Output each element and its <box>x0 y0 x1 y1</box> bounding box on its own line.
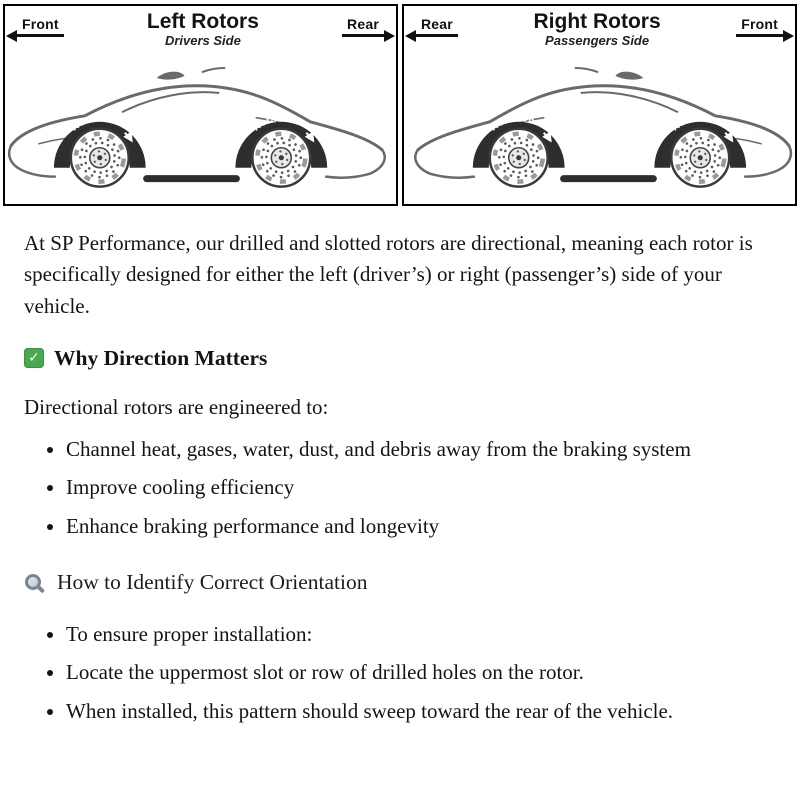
identify-orientation-heading <box>24 566 776 598</box>
why-lead-text: Directional rotors are engineered to: <box>24 395 329 420</box>
list-item: • When installed, this pattern should sweep toward the rear of the vehicle. <box>66 696 776 728</box>
rear-label: Rear <box>421 16 453 32</box>
list-item: • Improve cooling efficiency <box>66 472 776 504</box>
rotor-direction-diagram <box>0 0 800 206</box>
heading-text: Why Direction Matters <box>54 346 268 371</box>
front-wheel-rotor <box>654 113 746 187</box>
arrow-left-icon <box>6 30 17 42</box>
panel-subtitle: Passengers Side <box>545 33 650 49</box>
right-car-illustration <box>404 50 795 204</box>
why-bullet-list <box>24 434 776 543</box>
right-panel-titleblock <box>534 10 661 48</box>
article-body <box>0 206 800 760</box>
list-item: • Enhance braking performance and longevity <box>66 511 776 543</box>
left-panel-titleblock <box>147 10 259 48</box>
rear-direction-label <box>416 16 458 37</box>
why-direction-matters-heading <box>24 342 776 374</box>
identify-bullet-list <box>24 619 776 728</box>
heading-text: How to Identify Correct Orientation <box>57 570 368 595</box>
right-rotors-panel <box>402 4 797 206</box>
intro-paragraph: At SP Performance, our drilled and slotted rotors are directional, meaning each rotor is specifically designed for either the left (driver’s) or right (passenger’s) side of your vehicle. <box>24 230 753 318</box>
panel-title: Right Rotors <box>533 10 661 33</box>
left-panel-header <box>5 6 396 48</box>
front-label: Front <box>22 16 59 32</box>
panel-title: Left Rotors <box>146 10 259 33</box>
green-check-icon: ✓ <box>24 348 44 368</box>
list-item: • Locate the uppermost slot or row of drilled holes on the rotor. <box>66 657 776 689</box>
right-panel-header <box>404 6 795 48</box>
list-item: • Channel heat, gases, water, dust, and debris away from the braking system <box>66 434 776 466</box>
list-item: • To ensure proper installation: <box>66 619 776 651</box>
magnifier-icon <box>24 572 46 594</box>
arrow-left-icon <box>405 30 416 42</box>
arrow-right-icon <box>384 30 395 42</box>
front-wheel-rotor <box>54 113 146 187</box>
front-direction-label <box>736 16 783 37</box>
arrow-right-icon <box>783 30 794 42</box>
left-car-illustration <box>5 50 396 204</box>
rear-label: Rear <box>347 16 379 32</box>
panel-subtitle: Drivers Side <box>164 33 241 49</box>
front-direction-label <box>17 16 64 37</box>
front-label: Front <box>741 16 778 32</box>
left-rotors-panel <box>3 4 398 206</box>
magnifier-handle <box>36 584 45 593</box>
rear-direction-label <box>342 16 384 37</box>
